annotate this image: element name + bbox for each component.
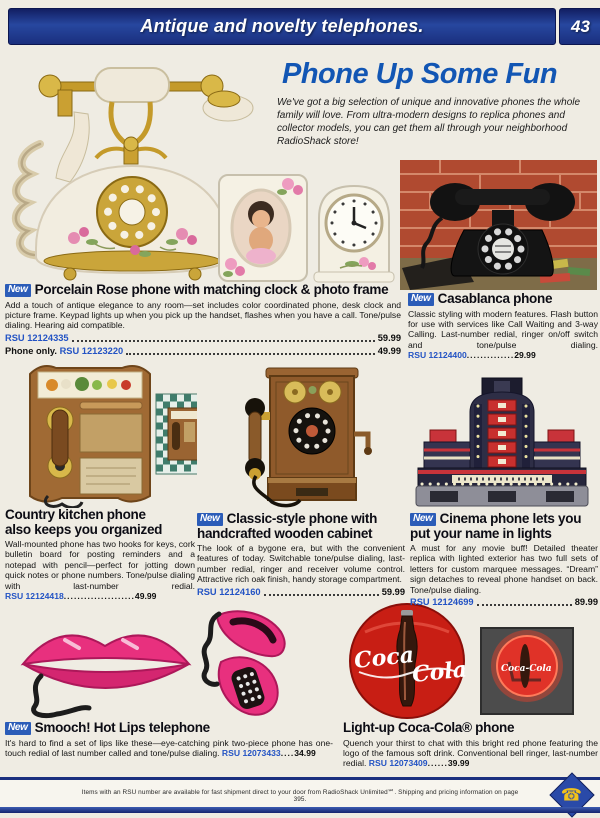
coke-button-phone: [350, 604, 468, 718]
page-header-title: Antique and novelty telephones.: [140, 16, 424, 36]
classic-wooden-phone-image: [238, 356, 383, 508]
dot-leader: ......: [427, 758, 448, 769]
desk-clock-image: [312, 178, 396, 284]
product-title: Smooch! Hot Lips telephone: [34, 720, 210, 735]
rsu-number: RSU 12124335: [5, 332, 69, 343]
product-description: Classic styling with modern features. Flash button for use with services like Call Waiting and 3-way Calling. Last-number redial, ringer on/off switch and tone/pulse dialing.: [408, 308, 598, 350]
coke-phone-lit-inset: [481, 628, 573, 714]
intro-body: We've got a big selection of unique and innovative phones the whole family will love. From ultra-modern designs to replica phones and collector models, you can get them all through your neighborhood RadioShack store!: [277, 97, 581, 147]
handset-horn: [56, 112, 89, 182]
hot-lips-phone-image: [5, 606, 305, 720]
crank-handle: [354, 434, 368, 448]
price: 59.99: [381, 586, 405, 597]
dream-sign: [488, 400, 516, 467]
page-header-bar: [8, 8, 556, 45]
product-title: Porcelain Rose phone with matching clock & photo frame: [34, 282, 389, 297]
coke-logo-right: Cola: [410, 656, 469, 688]
kitchen-handset: [52, 410, 68, 466]
price-line: [5, 345, 401, 357]
price: 49.99: [134, 591, 157, 602]
coke-logo-small: Coca-Cola: [501, 664, 552, 674]
product-coca-cola: [343, 721, 598, 769]
product-description: Add a touch of antique elegance to any room—set includes color coordinated phone, desk clock and picture frame. Keypad lights up when you pick up the handset, flashes when you have a call. Tone/pulse dialing. Hearing aid compatible.: [5, 299, 401, 331]
new-badge: New: [5, 722, 31, 735]
product-title-line2: also keeps you organized: [5, 521, 163, 537]
classic-handset: [245, 398, 270, 480]
page-number: 43: [559, 8, 600, 45]
coca-cola-phone-image: [345, 602, 595, 720]
new-badge: New: [197, 513, 223, 526]
new-badge: New: [410, 513, 436, 526]
price: 34.99: [294, 747, 316, 758]
product-description: It's hard to find a set of lips like these—eye-catching pink two-piece phone has one-touch redial of last number called and tone/pulse dialing.: [5, 737, 333, 758]
lips-open-handset: [204, 611, 285, 715]
product-title: Casablanca phone: [437, 291, 553, 306]
photo-frame-image: [216, 172, 310, 284]
new-badge: New: [5, 284, 31, 297]
coke-logo-left: Coca: [352, 641, 416, 674]
dot-leader: .....................: [63, 591, 135, 602]
price: 89.99: [574, 597, 598, 608]
casablanca-phone-image: [400, 160, 597, 290]
dot-leader: ..............: [466, 350, 515, 361]
product-title-line2: put your name in lights: [410, 525, 552, 541]
product-cinema: [410, 512, 598, 608]
dot-leader: [477, 604, 572, 606]
rsu-number: RSU 12124160: [197, 586, 261, 597]
new-badge: New: [408, 293, 434, 306]
marquee: [418, 468, 586, 486]
rsu-number: RSU 12073433: [221, 747, 281, 758]
price: 29.99: [514, 350, 536, 361]
handset-barrel: [95, 68, 169, 102]
product-classic-style: [197, 512, 405, 598]
page-bottom-edge: [0, 807, 600, 813]
price: 39.99: [447, 758, 470, 769]
product-title-line2: handcrafted wooden cabinet: [197, 525, 373, 541]
product-title: Light-up Coca-Cola® phone: [343, 720, 515, 735]
rsu-number: RSU 12124418: [5, 591, 64, 602]
intro-title: Phone Up Some Fun: [282, 58, 558, 90]
product-porcelain-rose: [5, 283, 401, 357]
lips-closed: [23, 635, 189, 715]
product-description: Wall-mounted phone has two hooks for keys, cork bulletin board for posting reminders and a notepad with pencil—perfect for jotting down quick notes or phone numbers. Tone/pulse dialing with last-number redial.: [5, 539, 195, 591]
product-title-line1: Country kitchen phone: [5, 507, 146, 522]
dot-leader: [126, 353, 375, 355]
product-country-kitchen: [5, 508, 195, 601]
product-title-line1: Classic-style phone with: [226, 511, 378, 526]
dot-leader: [72, 340, 375, 342]
cinema-phone-image: [412, 372, 592, 508]
dot-leader: ....: [280, 747, 295, 758]
price-line: [5, 332, 401, 344]
product-description: A must for any movie buff! Detailed theater replica with lighted exterior has two full sets of letters for custom marquee messages. “Dream” sign detaches to reveal phone handset on back. Tone/pulse dialing.: [410, 543, 598, 595]
product-description: Quench your thirst to chat with this bright red phone featuring the logo of the famous soft drink. Conventional bell ringer, last-number redial.: [343, 737, 598, 769]
price: 49.99: [377, 345, 401, 356]
country-kitchen-phone-image: [22, 358, 197, 508]
product-smooch-lips: [5, 721, 333, 758]
footer-note: Items with an RSU number are available for fast shipment direct to your door from RadioShack Unlimited℠. Shipping and pricing information on page 395.: [81, 789, 519, 803]
kitchen-inset-photo: [156, 394, 197, 474]
rsu-number: RSU 12124400: [408, 350, 467, 361]
dot-leader: [264, 594, 379, 596]
price-line: [410, 596, 598, 608]
rsu-number: RSU 12123220: [59, 345, 124, 356]
rsu-number: RSU 12124699: [410, 597, 474, 608]
price-line: [197, 586, 405, 598]
product-casablanca: [408, 292, 598, 361]
product-title-line1: Cinema phone lets you: [439, 511, 582, 526]
rsu-number: RSU 12073409: [368, 758, 428, 769]
telephone-icon: ☎: [561, 785, 583, 805]
price-prefix: Phone only.: [5, 345, 57, 356]
product-description: The look of a bygone era, but with the convenient features of today. Switchable tone/pulse dialing, last-number redial, ringer and receiver volume control. Attractive rich oak finish, handy storage compartment.: [197, 543, 405, 585]
price: 59.99: [377, 332, 401, 343]
